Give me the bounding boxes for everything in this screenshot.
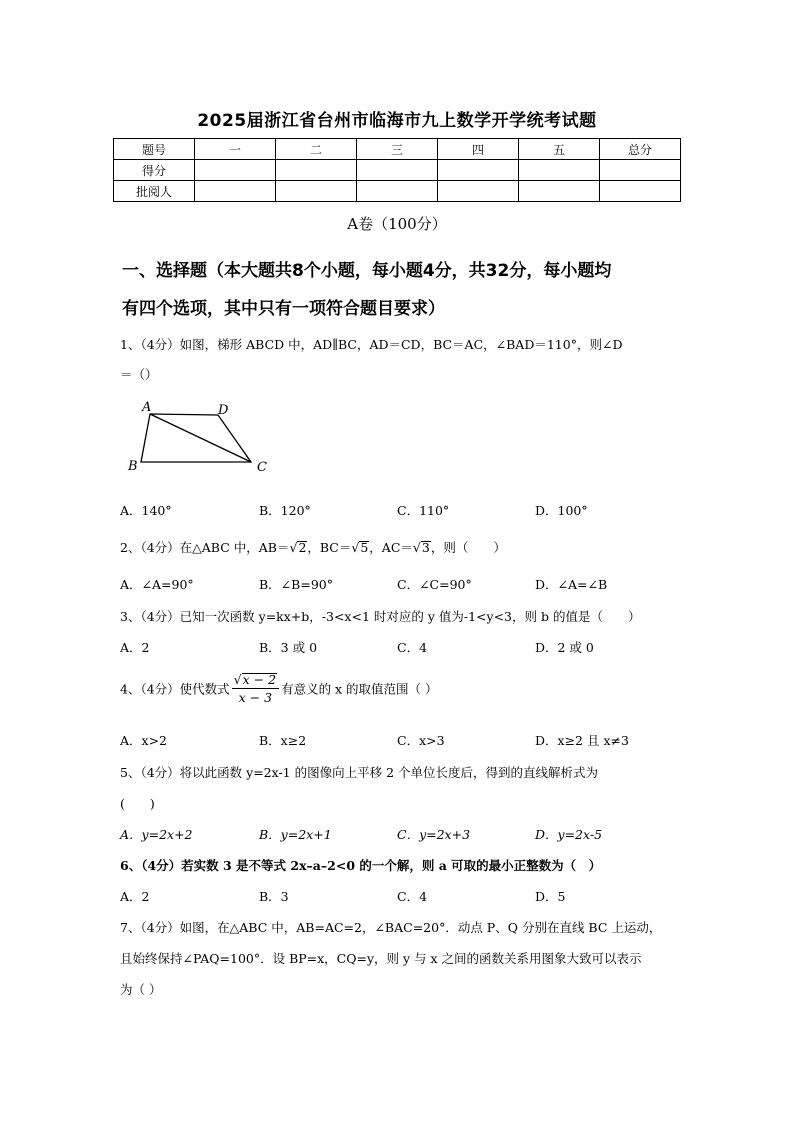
- reviewer-cell: [600, 181, 681, 202]
- score-row: [114, 160, 681, 181]
- header-cell: 二: [276, 139, 357, 160]
- q4-option-d: D．x≥2 且 x≠3: [535, 733, 629, 748]
- q2-option-a: A．∠A=90°: [120, 577, 194, 592]
- reviewer-cell: [195, 181, 276, 202]
- q4-denominator: x − 3: [238, 690, 273, 705]
- question-5-line2: ( ): [120, 796, 155, 811]
- q5-option-c: C．y=2x+3: [397, 827, 471, 842]
- reviewer-cell: [276, 181, 357, 202]
- q4-numerator: √x − 2: [232, 672, 279, 689]
- question-4: [120, 672, 438, 705]
- header-cell: 五: [519, 139, 600, 160]
- score-cell: [357, 160, 438, 181]
- q5-option-d: D．y=2x-5: [535, 827, 603, 842]
- row-label: 批阅人: [114, 181, 195, 202]
- q2-mid2: ，AC＝: [369, 540, 413, 555]
- q4-option-b: B．x≥2: [259, 733, 307, 748]
- q3-option-d: D．2 或 0: [535, 640, 594, 655]
- reviewer-cell: [357, 181, 438, 202]
- question-1-line1: 1、（4分）如图，梯形 ABCD 中，AD∥BC，AD＝CD，BC＝AC，∠BAD＝110°，则∠D: [120, 337, 623, 352]
- q4-prefix: 4、（4分）使代数式: [120, 681, 230, 697]
- q2-prefix: 2、（4分）在△ABC 中，AB＝: [120, 540, 290, 555]
- question-7-line1: 7、（4分）如图，在△ABC 中，AB=AC=2，∠BAC=20°．动点 P、Q 分别在直线 BC 上运动，: [120, 920, 662, 935]
- q4-suffix: 有意义的 x 的取值范围（ ）: [281, 681, 438, 697]
- reviewer-cell: [438, 181, 519, 202]
- q2-option-c: C．∠C=90°: [397, 577, 472, 592]
- score-cell: [438, 160, 519, 181]
- q4-option-a: A．x>2: [120, 733, 168, 748]
- header-cell: 总分: [600, 139, 681, 160]
- score-cell: [519, 160, 600, 181]
- q3-option-b: B．3 或 0: [259, 640, 318, 655]
- question-6: 6、（4分）若实数 3 是不等式 2x–a–2<0 的一个解，则 a 可取的最小正整数为（ ）: [120, 858, 602, 873]
- label-d: D: [218, 403, 229, 418]
- question-7-line2: 且始终保持∠PAQ=100°．设 BP=x，CQ=y，则 y 与 x 之间的函数关系用图象大致可以表示: [120, 951, 642, 966]
- q6-option-d: D．5: [535, 889, 566, 904]
- q2-suffix: ，则（ ）: [430, 540, 506, 555]
- score-cell: [276, 160, 357, 181]
- score-cell: [600, 160, 681, 181]
- q2-radicand-2: 5: [360, 540, 369, 555]
- q1-option-d: D．100°: [535, 503, 588, 518]
- question-2: [120, 538, 506, 556]
- q2-mid1: ，BC＝: [307, 540, 352, 555]
- q6-option-b: B．3: [259, 889, 289, 904]
- label-a: A: [142, 400, 152, 415]
- sqrt-symbol: √: [351, 540, 360, 555]
- header-cell: 三: [357, 139, 438, 160]
- q6-option-a: A．2: [120, 889, 150, 904]
- volume-label: A卷（100分）: [347, 215, 447, 233]
- header-cell: 题号: [114, 139, 195, 160]
- q1-option-c: C．110°: [397, 503, 450, 518]
- q3-option-c: C．4: [397, 640, 428, 655]
- reviewer-row: [114, 181, 681, 202]
- score-table: [113, 138, 681, 202]
- question-1-line2: ＝（）: [120, 367, 158, 382]
- header-cell: 四: [438, 139, 519, 160]
- q3-option-a: A．2: [120, 640, 150, 655]
- row-label: 得分: [114, 160, 195, 181]
- q4-option-c: C．x>3: [397, 733, 445, 748]
- question-3: 3、（4分）已知一次函数 y=kx+b，-3<x<1 时对应的 y 值为-1<y<3，则 b 的值是（ ）: [120, 609, 641, 624]
- reviewer-cell: [519, 181, 600, 202]
- header-cell: 一: [195, 139, 276, 160]
- score-table-header-row: [114, 139, 681, 160]
- question-7-line3: 为（ ）: [120, 982, 162, 997]
- q4-radicand: x − 2: [242, 672, 277, 687]
- q2-radicand-1: 2: [298, 540, 307, 555]
- label-b: B: [128, 459, 138, 474]
- q5-option-a: A．y=2x+2: [120, 827, 193, 842]
- exam-title: 2025届浙江省台州市临海市九上数学开学统考试题: [197, 111, 597, 131]
- trapezoid-figure: [120, 396, 280, 478]
- q4-fraction: [232, 672, 279, 705]
- q6-option-c: C．4: [397, 889, 428, 904]
- q1-option-b: B．120°: [259, 503, 311, 518]
- q5-option-b: B．y=2x+1: [259, 827, 332, 842]
- score-cell: [195, 160, 276, 181]
- q2-radicand-3: 3: [421, 540, 430, 555]
- section-heading-line2: 有四个选项，其中只有一项符合题目要求）: [122, 299, 445, 319]
- q1-option-a: A．140°: [120, 503, 172, 518]
- sqrt-symbol: √: [289, 540, 298, 555]
- q2-option-b: B．∠B=90°: [259, 577, 333, 592]
- section-heading-line1: 一、选择题（本大题共8个小题，每小题4分，共32分，每小题均: [122, 261, 612, 281]
- question-5-line1: 5、（4分）将以此函数 y=2x-1 的图像向上平移 2 个单位长度后，得到的直线解析式为: [120, 765, 598, 780]
- q2-option-d: D．∠A=∠B: [535, 577, 608, 592]
- label-c: C: [257, 460, 267, 475]
- diagonal-ac: [150, 414, 251, 462]
- sqrt-symbol: √: [412, 540, 421, 555]
